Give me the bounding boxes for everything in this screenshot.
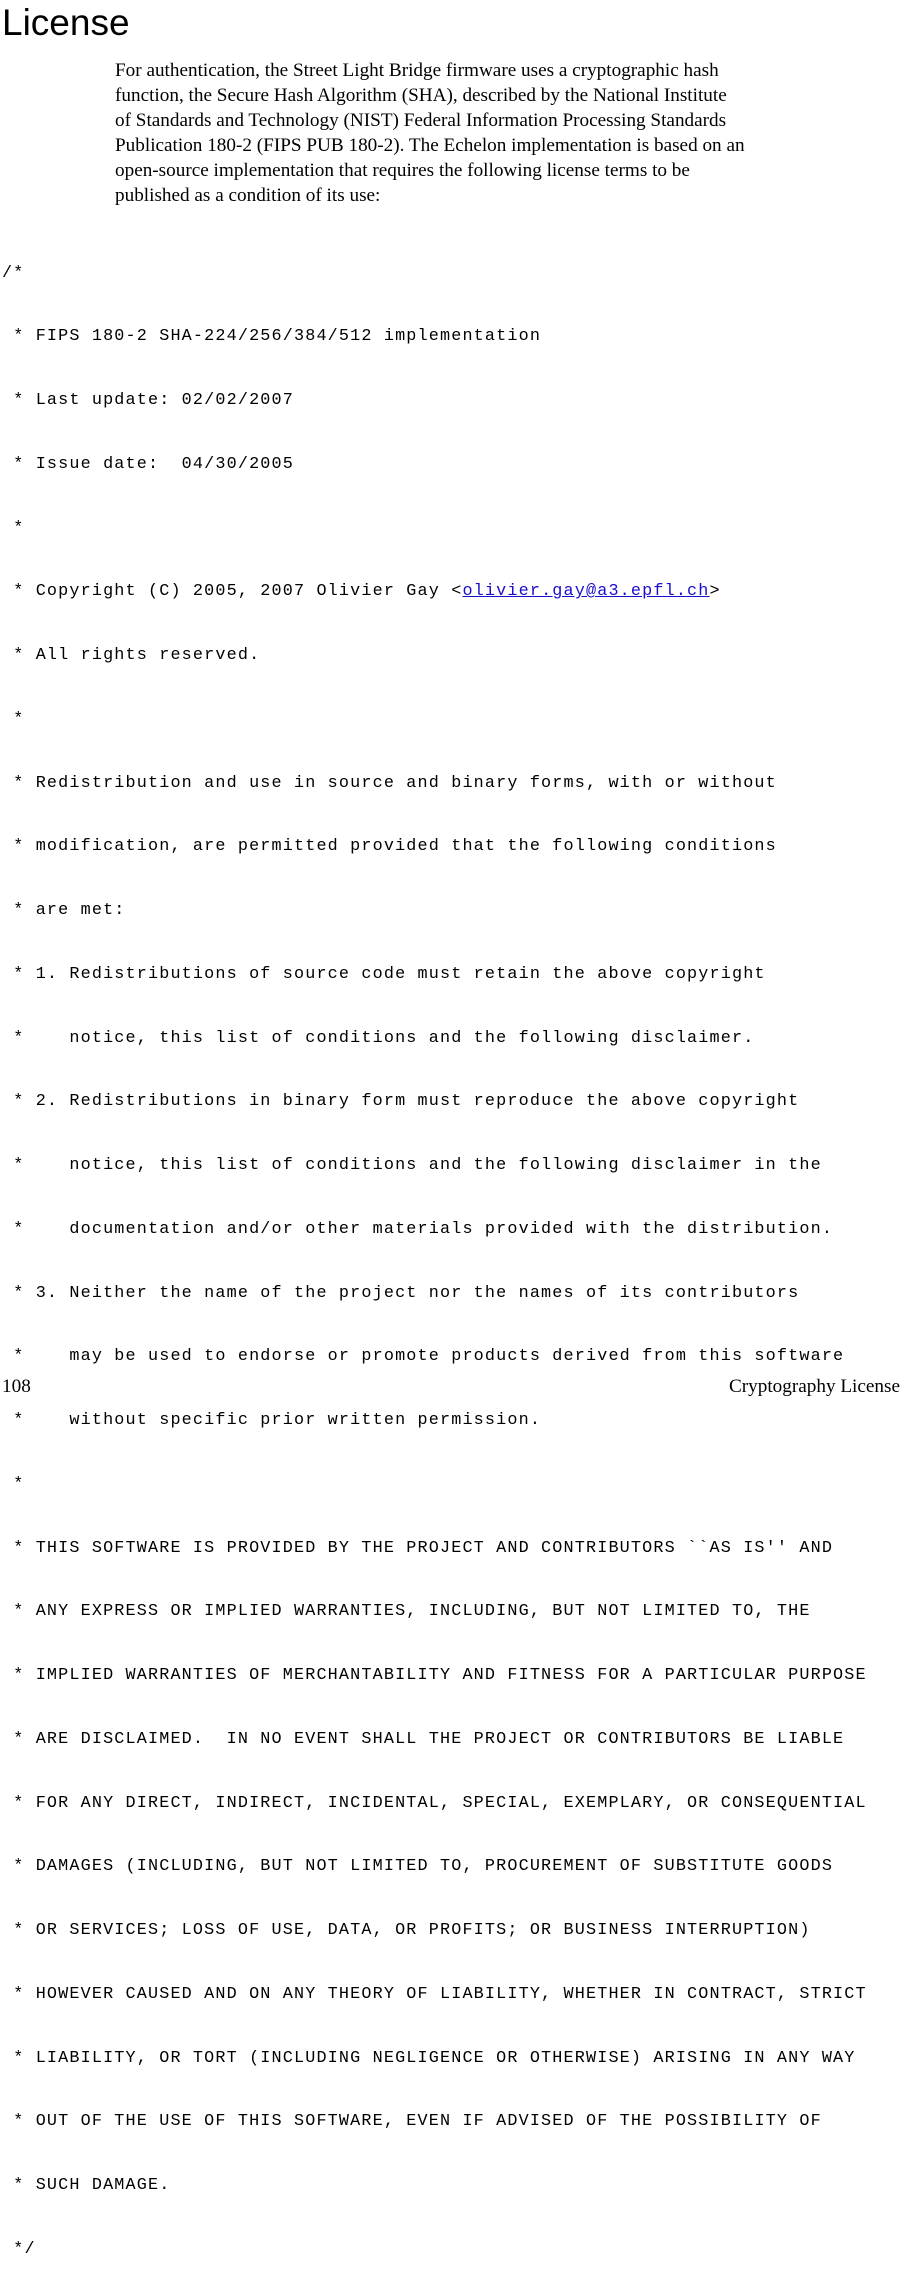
code-line: /* xyxy=(2,263,25,283)
author-email-link[interactable]: olivier.gay@a3.epfl.ch xyxy=(462,582,710,602)
code-line: */ xyxy=(2,2239,36,2259)
intro-paragraph xyxy=(115,58,905,208)
code-line: * modification, are permitted provided that the following conditions xyxy=(2,837,777,857)
code-line: * DAMAGES (INCLUDING, BUT NOT LIMITED TO, PROCUREMENT OF SUBSTITUTE GOODS xyxy=(2,1857,834,1877)
copyright-line xyxy=(2,581,867,602)
intro-line: function, the Secure Hash Algorithm (SHA), described by the National Institute xyxy=(115,85,727,106)
code-line: * documentation and/or other materials provided with the distribution. xyxy=(2,1219,834,1239)
footer-chapter-title: Cryptography License xyxy=(728,1376,900,1397)
code-line: * Redistribution and use in source and binary forms, with or without xyxy=(2,773,777,793)
code-line: * LIABILITY, OR TORT (INCLUDING NEGLIGENCE OR OTHERWISE) ARISING IN ANY WAY xyxy=(2,2048,856,2068)
code-line: * 2. Redistributions in binary form must reproduce the above copyright xyxy=(2,1092,800,1112)
code-line: * xyxy=(2,709,25,729)
code-line: * OUT OF THE USE OF THIS SOFTWARE, EVEN IF ADVISED OF THE POSSIBILITY OF xyxy=(2,2112,822,2132)
code-line: * are met: xyxy=(2,901,126,920)
copyright-suffix: > xyxy=(709,582,721,602)
code-line: * HOWEVER CAUSED AND ON ANY THEORY OF LIABILITY, WHETHER IN CONTRACT, STRICT xyxy=(2,1984,867,2004)
code-line: * xyxy=(2,518,25,538)
code-line: * FOR ANY DIRECT, INDIRECT, INCIDENTAL, SPECIAL, EXEMPLARY, OR CONSEQUENTIAL xyxy=(2,1793,867,1813)
intro-line: For authentication, the Street Light Bridge firmware uses a cryptographic hash xyxy=(115,60,719,81)
intro-line: of Standards and Technology (NIST) Federal Information Processing Standards xyxy=(115,110,727,131)
intro-line: open-source implementation that requires the following license terms to be xyxy=(115,160,690,181)
code-line: * IMPLIED WARRANTIES OF MERCHANTABILITY AND FITNESS FOR A PARTICULAR PURPOSE xyxy=(2,1666,867,1685)
section-title: License xyxy=(2,2,130,43)
code-line: * Issue date: 04/30/2005 xyxy=(2,454,294,474)
intro-line: published as a condition of its use: xyxy=(115,185,381,206)
code-line: * ANY EXPRESS OR IMPLIED WARRANTIES, INCLUDING, BUT NOT LIMITED TO, THE xyxy=(2,1602,811,1622)
license-code-block xyxy=(2,220,867,2281)
code-line: * THIS SOFTWARE IS PROVIDED BY THE PROJECT AND CONTRIBUTORS ``AS IS'' AND xyxy=(2,1538,834,1558)
code-line: * Last update: 02/02/2007 xyxy=(2,391,294,410)
page-number: 108 xyxy=(2,1376,31,1397)
code-line: * 1. Redistributions of source code must retain the above copyright xyxy=(2,964,766,984)
code-line: * ARE DISCLAIMED. IN NO EVENT SHALL THE PROJECT OR CONTRIBUTORS BE LIABLE xyxy=(2,1729,845,1749)
code-line: * notice, this list of conditions and the following disclaimer. xyxy=(2,1028,755,1048)
copyright-prefix: * Copyright (C) 2005, 2007 Olivier Gay < xyxy=(2,582,463,602)
code-line: * 3. Neither the name of the project nor the names of its contributors xyxy=(2,1283,800,1303)
code-line: * notice, this list of conditions and the following disclaimer in the xyxy=(2,1156,822,1175)
intro-line: Publication 180-2 (FIPS PUB 180-2). The Echelon implementation is based on an xyxy=(115,135,745,156)
code-line: * xyxy=(2,1474,25,1494)
code-line: * All rights reserved. xyxy=(2,646,261,665)
code-line: * may be used to endorse or promote products derived from this software xyxy=(2,1347,845,1367)
code-line: * OR SERVICES; LOSS OF USE, DATA, OR PROFITS; OR BUSINESS INTERRUPTION) xyxy=(2,1921,811,1940)
code-line: * SUCH DAMAGE. xyxy=(2,2176,171,2195)
code-line: * FIPS 180-2 SHA-224/256/384/512 implementation xyxy=(2,327,542,347)
code-line: * without specific prior written permission. xyxy=(2,1411,542,1430)
